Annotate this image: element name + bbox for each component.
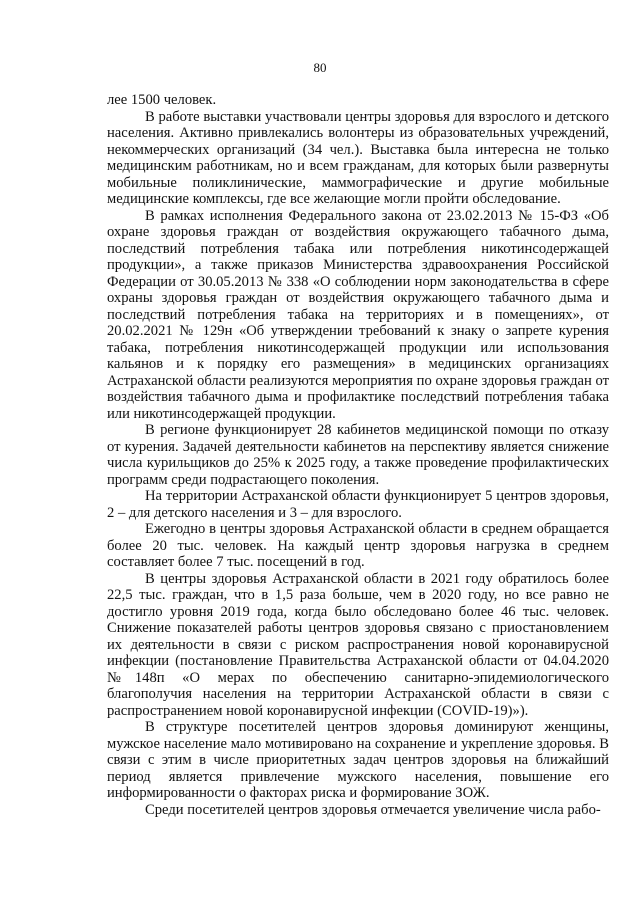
document-body xyxy=(107,92,609,818)
paragraph-health-centers-count: На территории Астраханской области функционирует 5 центров здоровья, 2 – для детского населения и 3 – для взрослого. xyxy=(107,488,609,521)
paragraph-federal-law: В рамках исполнения Федерального закона от 23.02.2013 № 15-ФЗ «Об охране здоровья граждан от воздействия окружающего табачного дыма, последствий потребления табака или потребления никотинсодержащей продукции», а также приказов Министерства здравоохранения Российской Федерации от 30.05.2013 № 338 «О соблюдении норм законодательства в сфере охраны здоровья граждан от воздействия окружающего табачного дыма и последствий потребления табака на территориях и в помещениях», от 20.02.2021 № 129н «Об утверждении требований к знаку о запрете курения табака, потребления никотинсодержащей продукции или использования кальянов и к порядку его размещения» в медицинских организациях Астраханской области реализуются мероприятия по охране здоровья граждан от воздействия табачного дыма и профилактике последствий потребления табака или никотинсодержащей продукции. xyxy=(107,207,609,422)
paragraph-exhibition: В работе выставки участвовали центры здоровья для взрослого и детского населения. Активно привлекались волонтеры из образовательных учреждений, некоммерческих организаций (34 чел.). Выставка была интересна не только медицинским работникам, но и всем гражданам, для которых были развернуты мобильные поликлинические, маммографические и другие мобильные медицинские комплексы, где все желающие могли пройти обследование. xyxy=(107,108,609,207)
paragraph-smoking-cabinets: В регионе функционирует 28 кабинетов медицинской помощи по отказу от курения. Задачей деятельности кабинетов на перспективу является снижение числа курильщиков до 25% к 2025 году, а также проведение профилактических программ среди подрастающего поколения. xyxy=(107,422,609,488)
paragraph-visitors-trend: Среди посетителей центров здоровья отмечается увеличение числа рабо- xyxy=(145,801,601,818)
paragraph-visitor-structure: В структуре посетителей центров здоровья доминируют женщины, мужское население мало мотивировано на сохранение и укрепление здоровья. В связи с этим в числе приоритетных задач центров здоровья на ближайший период является привлечение мужского населения, повышение его информированности о факторах риска и формирование ЗОЖ. xyxy=(107,719,609,801)
paragraph-continuation: лее 1500 человек. xyxy=(107,92,217,108)
paragraph-annual-visits: Ежегодно в центры здоровья Астраханской области в среднем обращается более 20 тыс. человек. На каждый центр здоровья нагрузка в среднем составляет более 7 тыс. посещений в год. xyxy=(107,521,609,570)
page-number: 80 xyxy=(313,60,327,75)
paragraph-2021-visits: В центры здоровья Астраханской области в 2021 году обратилось более 22,5 тыс. граждан, что в 1,5 раза больше, чем в 2020 году, но все равно не достигло уровня 2019 года, когда было обследовано более 46 тыс. человек. Снижение показателей работы центров здоровья связано с приостановлением их деятельности в связи с риском распространения новой коронавирусной инфекции (постановление Правительства Астраханской области от 04.04.2020 №148п «О мерах по обеспечению санитарно-эпидемиологического благополучия населения на территории Астраханской области в связи с распространением новой коронавирусной инфекции (COVID-19)»). xyxy=(107,570,609,719)
